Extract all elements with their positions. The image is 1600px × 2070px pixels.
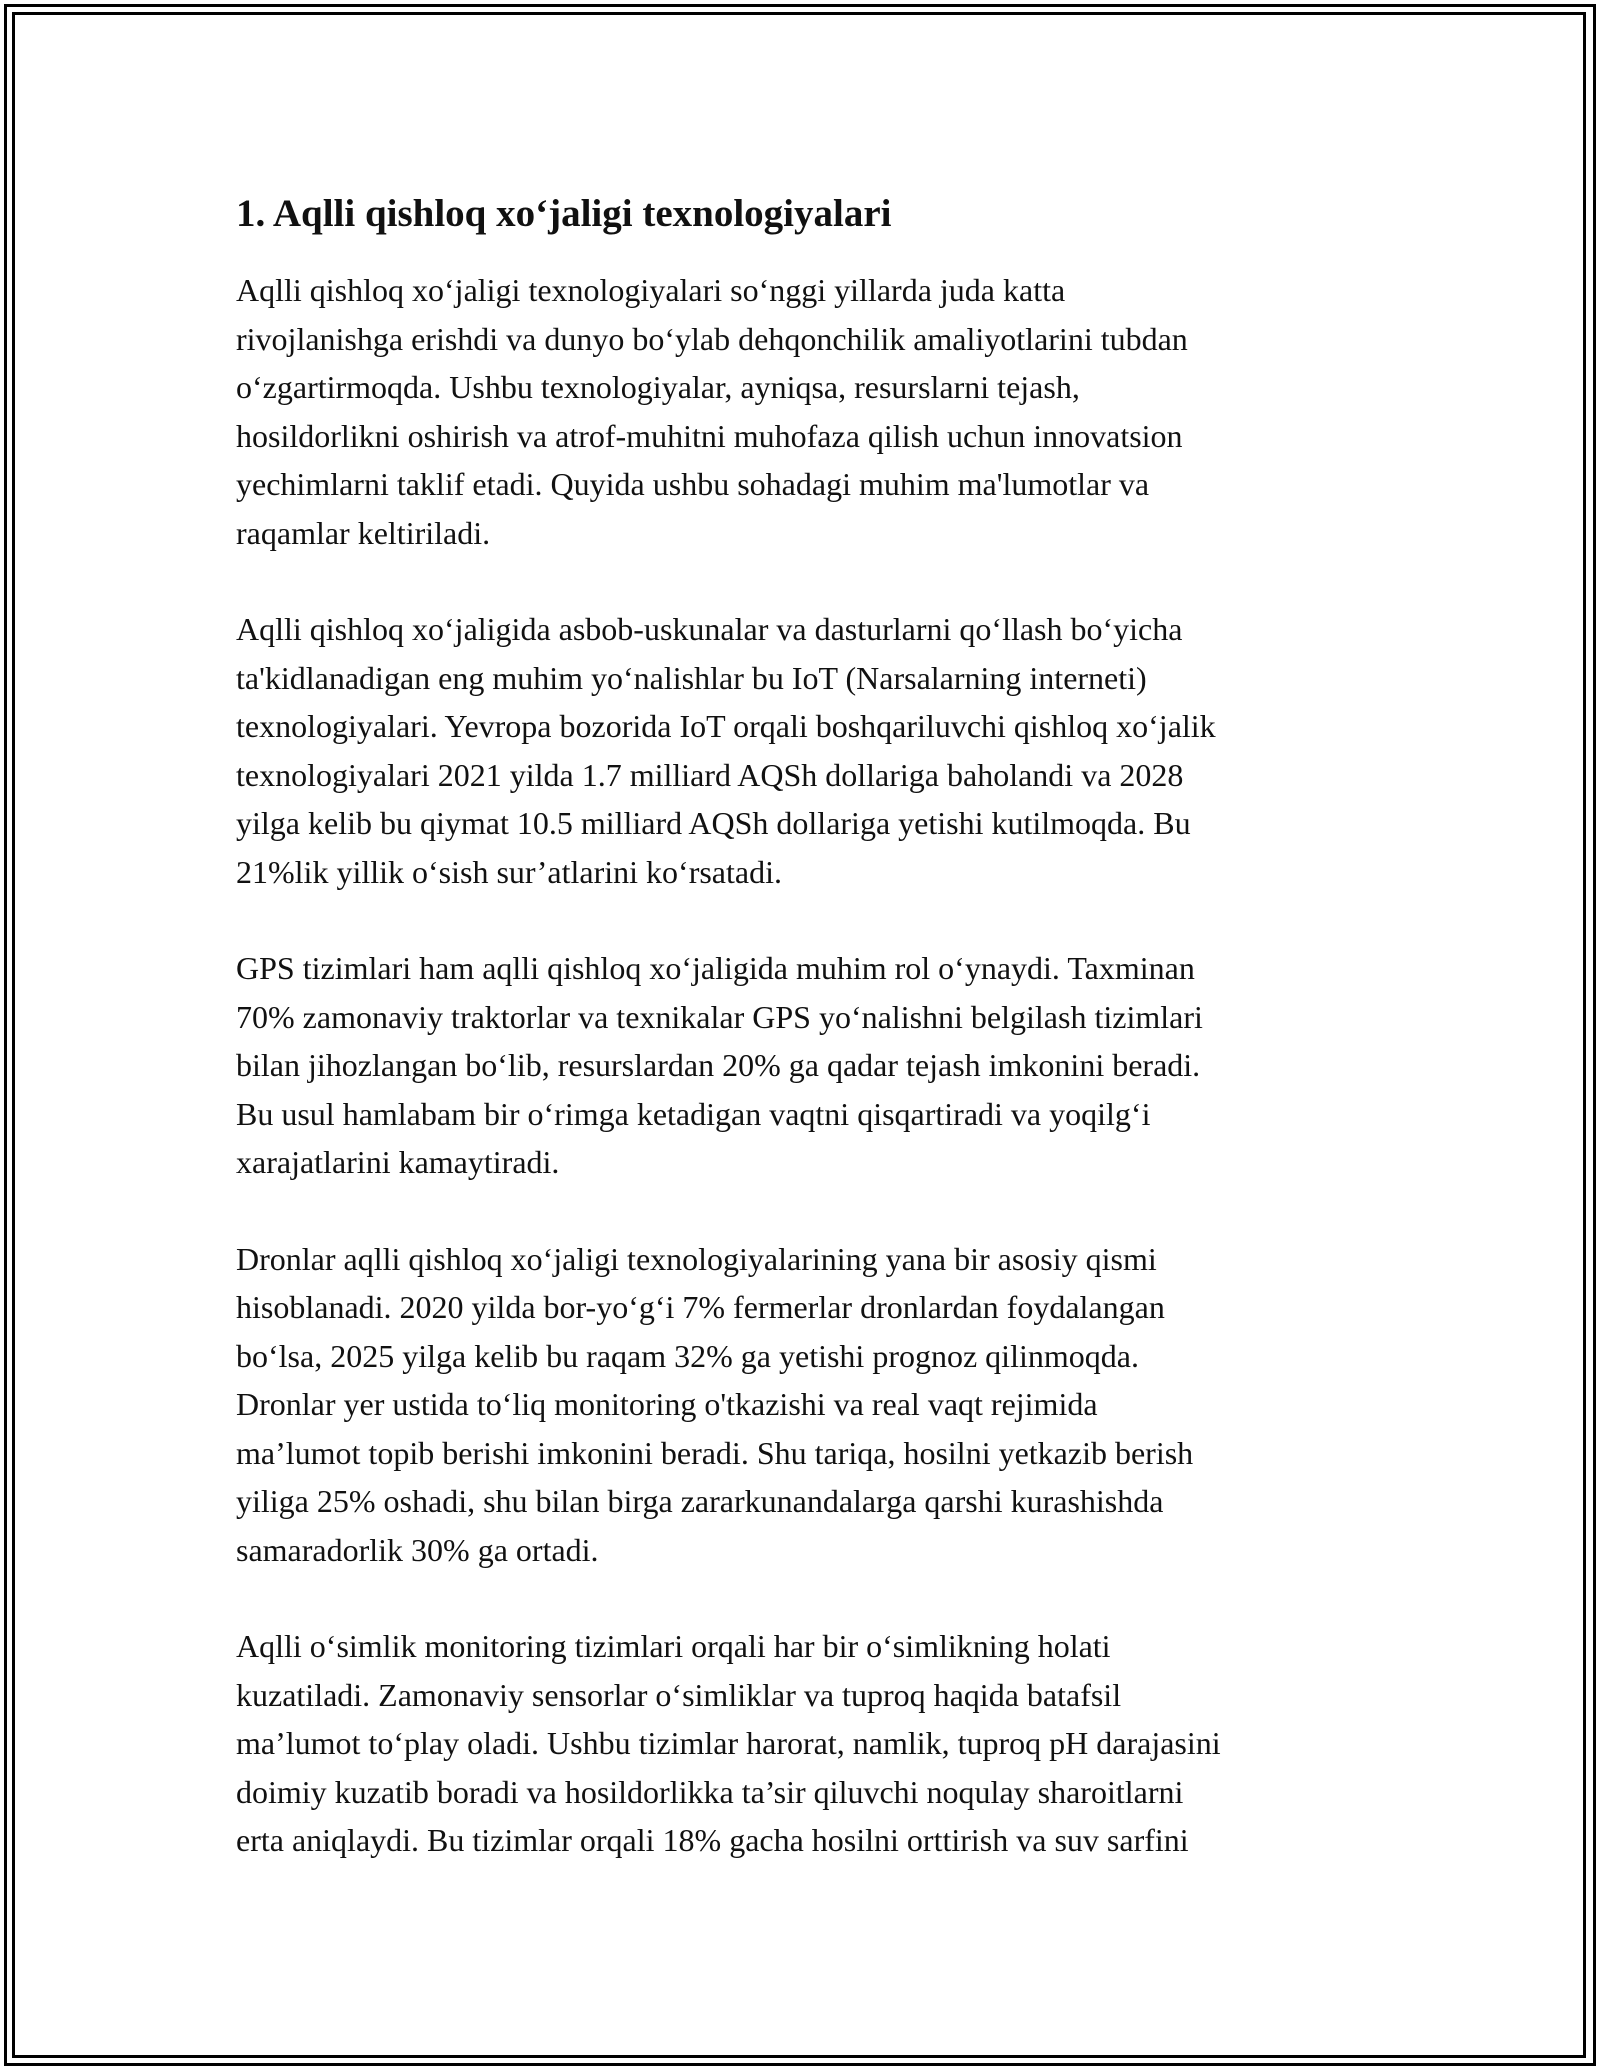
- text-line: doimiy kuzatib boradi va hosildorlikka ta’sir qiluvchi noqulay sharoitlarni: [236, 1773, 1184, 1810]
- text-line: Bu usul hamlabam bir o‘rimga ketadigan vaqtni qisqartiradi va yoqilg‘i: [236, 1095, 1151, 1132]
- text-line: hisoblanadi. 2020 yilda bor-yo‘g‘i 7% fermerlar dronlardan foydalangan: [236, 1289, 1165, 1325]
- text-line: 21%lik yillik o‘sish sur’atlarini ko‘rsatadi.: [236, 853, 782, 890]
- text-line: Aqlli o‘simlik monitoring tizimlari orqali har bir o‘simlikning holati: [236, 1628, 1111, 1664]
- text-line: texnologiyalari. Yevropa bozorida IoT orqali boshqariluvchi qishloq xo‘jalik: [236, 708, 1216, 744]
- text-line: ma’lumot to‘play oladi. Ushbu tizimlar harorat, namlik, tuproq pH darajasini: [236, 1725, 1221, 1761]
- text-line: ma’lumot topib berishi imkonini beradi. Shu tariqa, hosilni yetkazib berish: [236, 1434, 1194, 1471]
- section-title: 1. Aqlli qishloq xo‘jaligi texnologiyalari: [236, 192, 892, 235]
- text-line: Aqlli qishloq xo‘jaligi texnologiyalari so‘nggi yillarda juda katta: [236, 272, 1066, 308]
- text-line: hosildorlikni oshirish va atrof-muhitni muhofaza qilish uchun innovatsion: [236, 417, 1183, 454]
- text-line: GPS tizimlari ham aqlli qishloq xo‘jaligida muhim rol o‘ynaydi. Taxminan: [236, 950, 1195, 986]
- text-line: yechimlarni taklif etadi. Quyida ushbu sohadagi muhim ma'lumotlar va: [236, 466, 1150, 502]
- paragraph-plant-monitoring: [236, 1622, 1366, 1865]
- text-line: o‘zgartirmoqda. Ushbu texnologiyalar, ayniqsa, resurslarni tejash,: [236, 369, 1080, 405]
- text-line: ta'kidlanadigan eng muhim yo‘nalishlar bu IoT (Narsalarning interneti): [236, 659, 1147, 696]
- text-line: Dronlar yer ustida to‘liq monitoring o'tkazishi va real vaqt rejimida: [236, 1386, 1098, 1422]
- paragraph-gps: [236, 944, 1366, 1187]
- text-line: samaradorlik 30% ga ortadi.: [236, 1531, 599, 1568]
- text-line: yilga kelib bu qiymat 10.5 milliard AQSh dollariga yetishi kutilmoqda. Bu: [236, 805, 1191, 841]
- text-line: erta aniqlaydi. Bu tizimlar orqali 18% gacha hosilni orttirish va suv sarfini: [236, 1822, 1189, 1858]
- text-line: rivojlanishga erishdi va dunyo bo‘ylab dehqonchilik amaliyotlarini tubdan: [236, 320, 1188, 357]
- text-line: yiliga 25% oshadi, shu bilan birga zararkunandalarga qarshi kurashishda: [236, 1483, 1164, 1519]
- paragraph-iot: [236, 605, 1366, 896]
- paragraph-intro: [236, 266, 1366, 557]
- text-line: kuzatiladi. Zamonaviy sensorlar o‘simliklar va tuproq haqida batafsil: [236, 1676, 1122, 1713]
- text-line: Aqlli qishloq xo‘jaligida asbob-uskunalar va dasturlarni qo‘llash bo‘yicha: [236, 611, 1183, 647]
- text-line: Dronlar aqlli qishloq xo‘jaligi texnologiyalarining yana bir asosiy qismi: [236, 1240, 1157, 1277]
- text-line: bilan jihozlangan bo‘lib, resurslardan 20% ga qadar tejash imkonini beradi.: [236, 1047, 1201, 1083]
- text-line: raqamlar keltiriladi.: [236, 514, 491, 551]
- text-line: 70% zamonaviy traktorlar va texnikalar GPS yo‘nalishni belgilash tizimlari: [236, 998, 1203, 1035]
- paragraph-drones: [236, 1235, 1366, 1575]
- text-line: texnologiyalari 2021 yilda 1.7 milliard AQSh dollariga baholandi va 2028: [236, 756, 1184, 793]
- text-line: bo‘lsa, 2025 yilga kelib bu raqam 32% ga yetishi prognoz qilinmoqda.: [236, 1337, 1139, 1374]
- text-line: xarajatlarini kamaytiradi.: [236, 1144, 560, 1180]
- document-body: [236, 190, 1366, 1913]
